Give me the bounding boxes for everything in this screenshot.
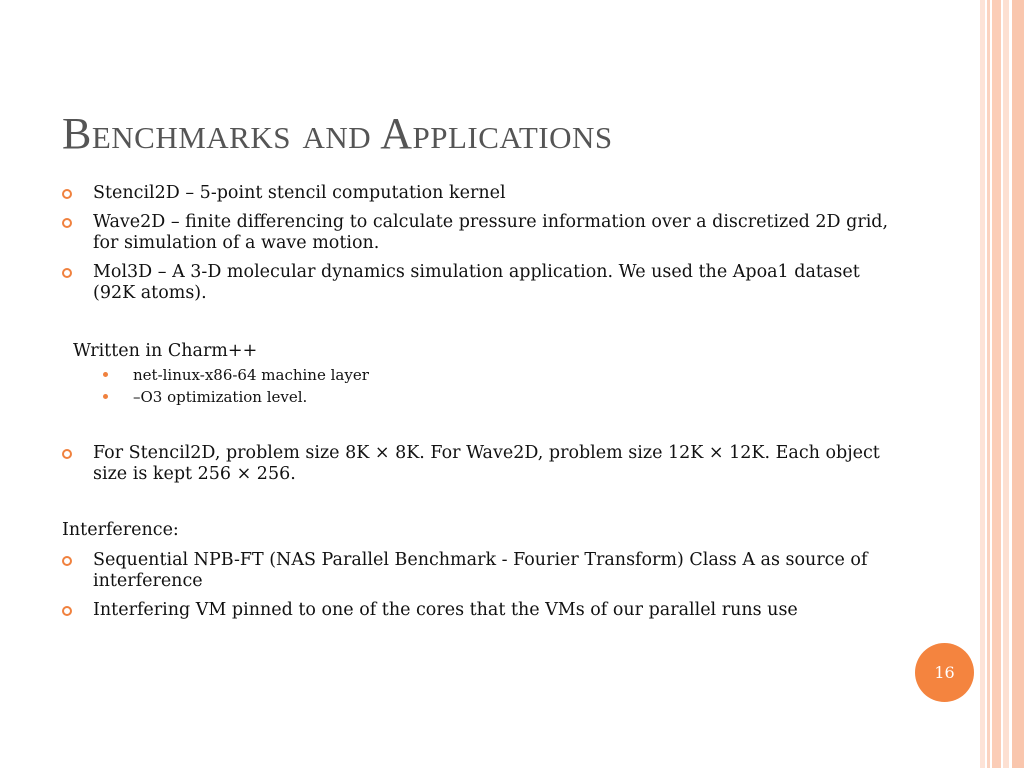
list-item — [103, 366, 369, 384]
list-item — [62, 262, 892, 304]
bullet-text: Sequential NPB-FT (NAS Parallel Benchmark - Fourier Transform) Class A as source of interference — [93, 550, 868, 591]
bullet-text: Interfering VM pinned to one of the cores that the VMs of our parallel runs use — [93, 600, 798, 620]
decorative-side-stripes — [980, 0, 1024, 768]
circle-bullet-icon — [62, 606, 72, 616]
circle-bullet-icon — [62, 189, 72, 199]
circle-bullet-icon — [62, 556, 72, 566]
interference-list — [62, 550, 892, 629]
bullet-text: Mol3D – A 3-D molecular dynamics simulation application. We used the Apoa1 dataset (92K atoms). — [93, 262, 860, 303]
bullet-text: Wave2D – finite differencing to calculate pressure information over a discretized 2D grid, for simulation of a wave motion. — [93, 212, 889, 253]
circle-bullet-icon — [62, 268, 72, 278]
list-item — [103, 388, 369, 406]
sub-bullet-text: –O3 optimization level. — [133, 388, 308, 406]
list-item — [62, 550, 892, 592]
list-item — [62, 600, 892, 621]
slide-title: Benchmarks and Applications — [62, 109, 613, 158]
list-item — [62, 212, 892, 254]
written-in-label: Written in Charm++ — [73, 341, 258, 361]
page-number-badge: 16 — [915, 643, 974, 702]
interference-heading: Interference: — [62, 520, 179, 540]
dot-bullet-icon — [103, 372, 108, 377]
list-item — [62, 443, 892, 485]
sub-bullet-text: net-linux-x86-64 machine layer — [133, 366, 369, 384]
bullet-text: For Stencil2D, problem size 8K × 8K. For Wave2D, problem size 12K × 12K. Each object size is kept 256 × 256. — [93, 443, 880, 484]
circle-bullet-icon — [62, 449, 72, 459]
circle-bullet-icon — [62, 218, 72, 228]
dot-bullet-icon — [103, 394, 108, 399]
list-item — [62, 183, 892, 204]
benchmark-list — [62, 183, 892, 312]
build-options-list — [103, 366, 369, 410]
bullet-text: Stencil2D – 5-point stencil computation kernel — [93, 183, 506, 203]
problem-size-list — [62, 443, 892, 493]
